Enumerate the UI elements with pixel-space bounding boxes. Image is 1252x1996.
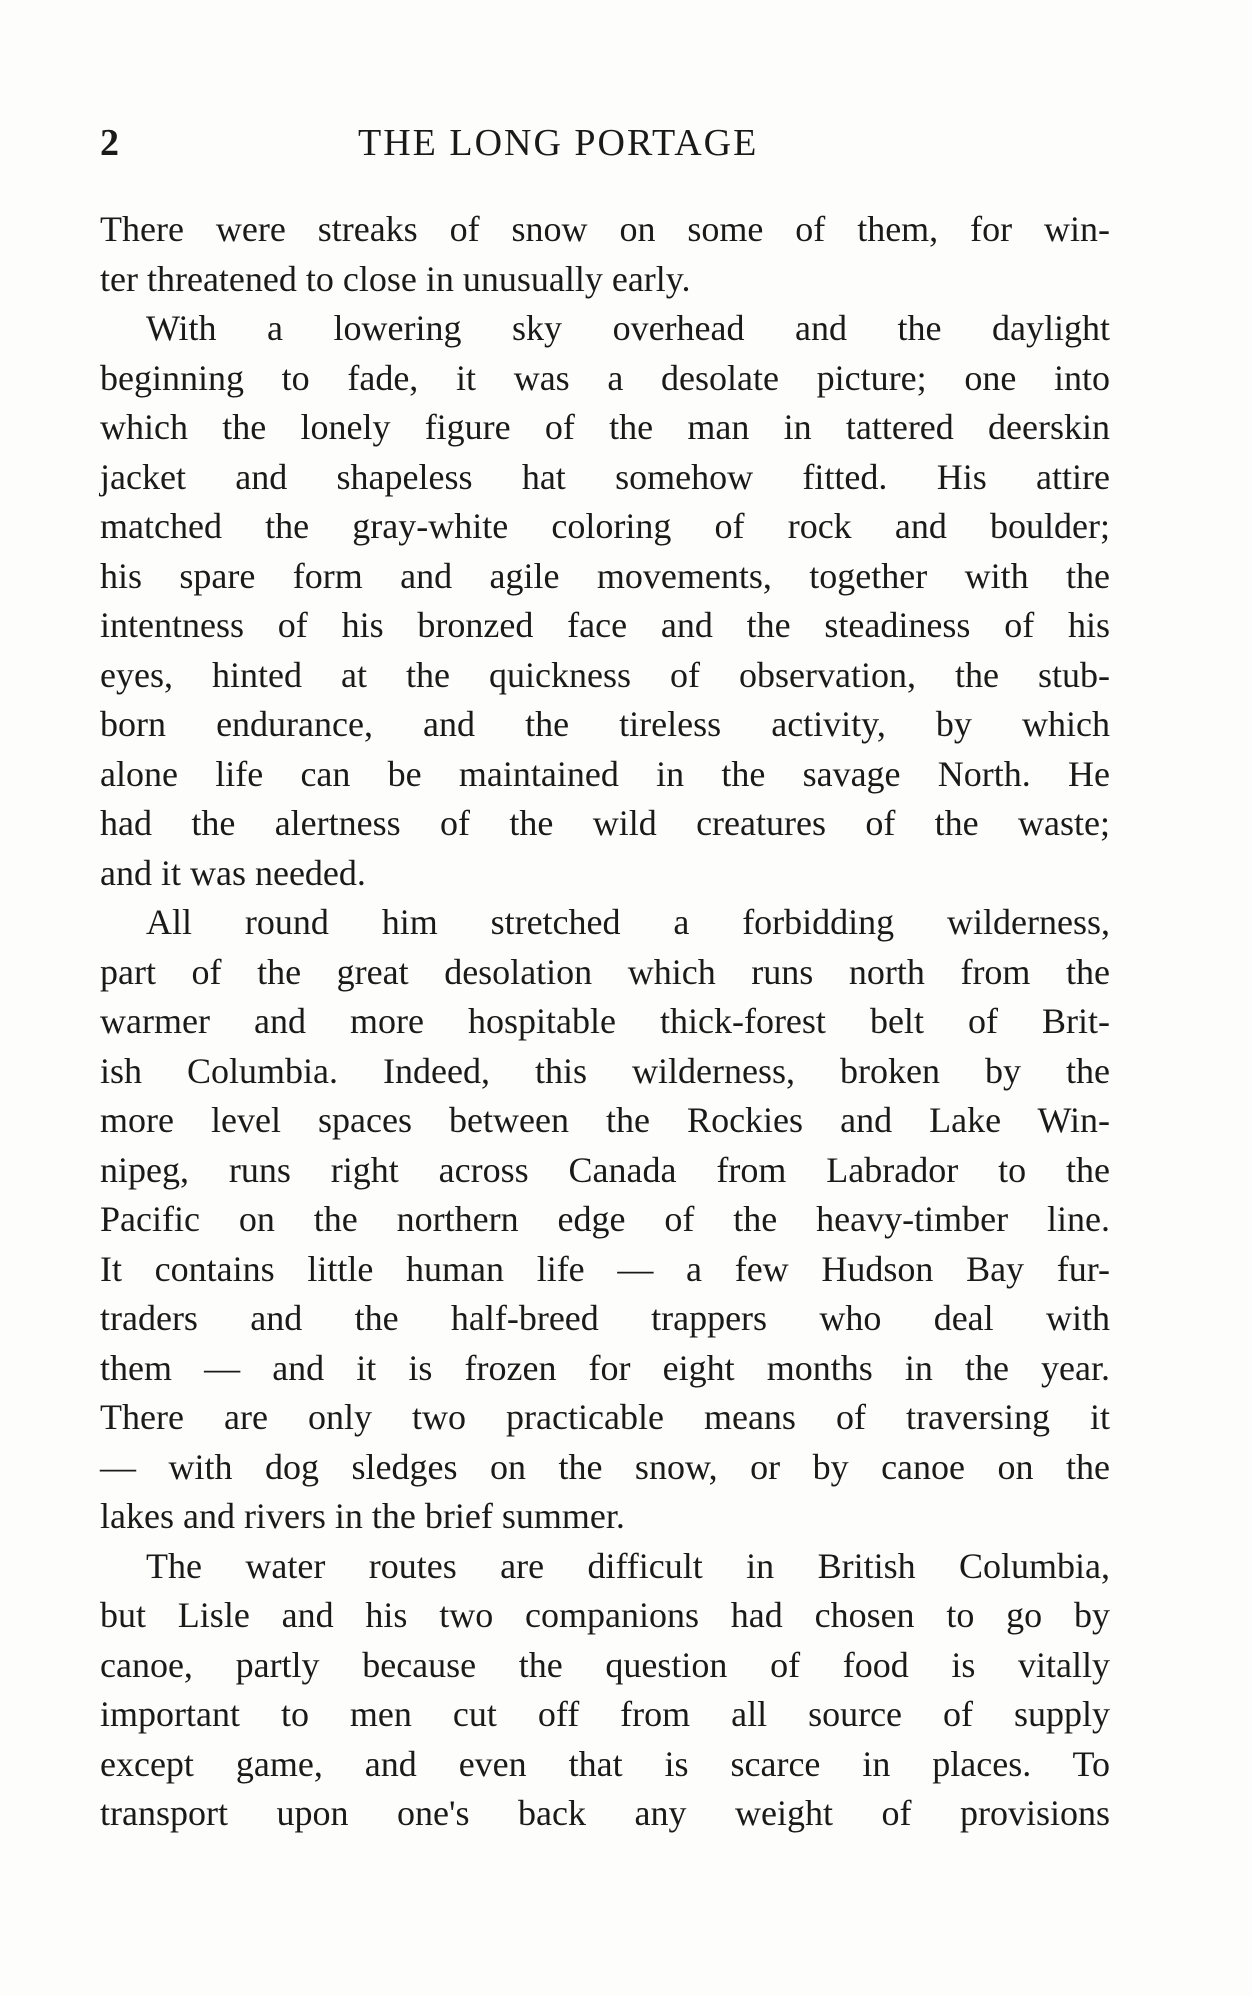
- running-head: THE LONG PORTAGE: [358, 122, 759, 164]
- text-line: The water routes are difficult in British Columbia,: [146, 1545, 1110, 1586]
- text-line: jacket and shapeless hat somehow fitted. His attire: [100, 456, 1110, 497]
- text-line: more level spaces between the Rockies and Lake Win-: [100, 1100, 1110, 1140]
- text-line: lakes and rivers in the brief summer.: [100, 1496, 625, 1536]
- text-line: traders and the half-breed trappers who deal with: [100, 1298, 1110, 1338]
- text-line: — with dog sledges on the snow, or by canoe on the: [100, 1446, 1110, 1487]
- text-line: With a lowering sky overhead and the daylight: [146, 308, 1110, 348]
- text-line: beginning to fade, it was a desolate picture; one into: [100, 357, 1110, 398]
- page-number: 2: [100, 122, 119, 164]
- text-line: alone life can be maintained in the savage North. He: [100, 753, 1110, 794]
- page-header: [100, 118, 1110, 168]
- text-line: nipeg, runs right across Canada from Labrador to the: [100, 1149, 1110, 1190]
- text-line: important to men cut off from all source of supply: [100, 1694, 1110, 1734]
- text-line: ter threatened to close in unusually early.: [100, 258, 691, 299]
- text-line: All round him stretched a forbidding wilderness,: [146, 902, 1110, 942]
- text-line: intentness of his bronzed face and the steadiness of his: [100, 605, 1110, 645]
- text-line: Pacific on the northern edge of the heavy-timber line.: [100, 1199, 1110, 1239]
- text-line: canoe, partly because the question of food is vitally: [100, 1644, 1110, 1685]
- text-line: There are only two practicable means of traversing it: [100, 1397, 1110, 1437]
- text-line: except game, and even that is scarce in places. To: [100, 1743, 1110, 1784]
- text-line: ish Columbia. Indeed, this wilderness, broken by the: [100, 1050, 1110, 1091]
- text-line: part of the great desolation which runs north from the: [100, 951, 1110, 992]
- text-line: which the lonely figure of the man in tattered deerskin: [100, 407, 1110, 447]
- text-line: warmer and more hospitable thick-forest belt of Brit-: [100, 1001, 1110, 1041]
- text-line: his spare form and agile movements, together with the: [100, 555, 1110, 596]
- text-line: eyes, hinted at the quickness of observation, the stub-: [100, 654, 1110, 695]
- text-line: There were streaks of snow on some of them, for win-: [100, 209, 1110, 249]
- text-line: but Lisle and his two companions had chosen to go by: [100, 1595, 1110, 1635]
- text-line: transport upon one's back any weight of provisions: [100, 1793, 1110, 1833]
- text-line: It contains little human life — a few Hudson Bay fur-: [100, 1248, 1110, 1289]
- text-line: born endurance, and the tireless activity, by which: [100, 704, 1110, 744]
- text-line: them — and it is frozen for eight months in the year.: [100, 1347, 1110, 1388]
- text-line: matched the gray-white coloring of rock and boulder;: [100, 506, 1110, 546]
- text-line: had the alertness of the wild creatures of the waste;: [100, 803, 1110, 843]
- text-line: and it was needed.: [100, 852, 366, 893]
- body-text: [100, 205, 1110, 1839]
